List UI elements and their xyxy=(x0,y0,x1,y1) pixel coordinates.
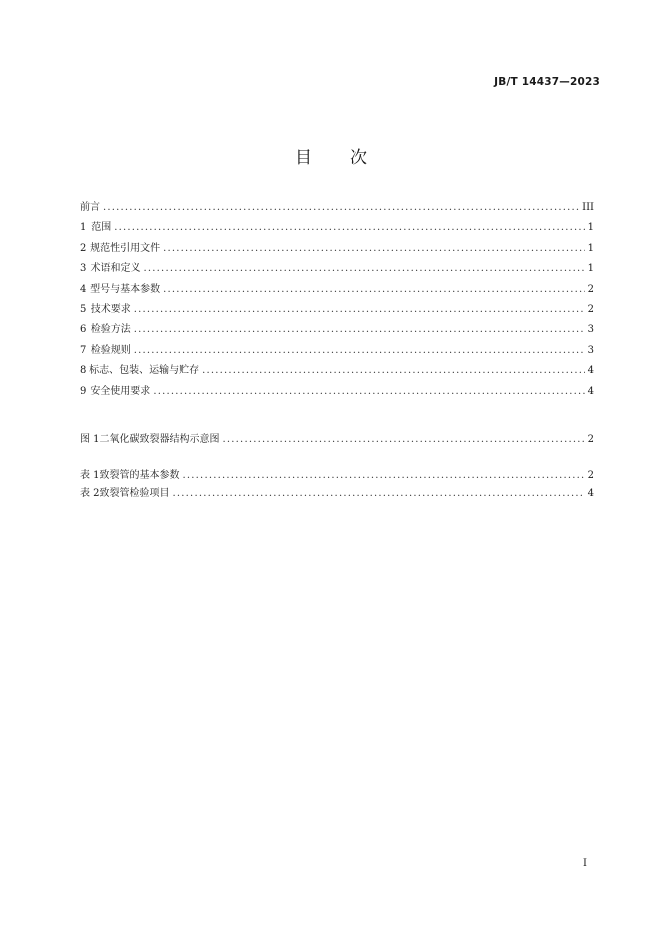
toc-leader-dots xyxy=(144,262,585,275)
toc-entry-label: 技术要求 xyxy=(90,303,131,315)
toc-table-2[interactable] xyxy=(80,487,594,505)
toc-table-1[interactable] xyxy=(80,469,594,487)
toc-entry-6[interactable] xyxy=(80,323,594,343)
toc-leader-dots xyxy=(114,221,584,234)
toc-entry-number: 4 xyxy=(80,283,87,295)
toc-table-number: 表 1 xyxy=(80,470,100,481)
toc-table-label: 致裂管的基本参数 xyxy=(99,470,180,481)
toc-entry-number: 7 xyxy=(80,344,87,356)
page-title: 目次 xyxy=(295,148,405,168)
toc-table-number: 表 2 xyxy=(80,488,100,499)
standard-code: JB/T 14437—2023 xyxy=(494,76,600,88)
toc-entry-7[interactable] xyxy=(80,344,594,364)
toc-entry-number: 3 xyxy=(80,263,87,275)
toc-entry-number: 9 xyxy=(80,385,87,397)
toc-table-page: 4 xyxy=(587,488,594,499)
toc-entry-3[interactable] xyxy=(80,262,594,282)
toc-figure-number: 图 1 xyxy=(80,434,100,445)
toc-entry-label: 型号与基本参数 xyxy=(90,283,161,295)
toc-entry-label: 安全使用要求 xyxy=(90,385,151,397)
toc-leader-dots xyxy=(223,433,585,446)
toc-entry-page: 2 xyxy=(587,283,594,295)
toc-entry-label: 规范性引用文件 xyxy=(90,242,161,254)
toc-entry-number: 8 xyxy=(80,365,87,377)
toc-tables xyxy=(80,469,594,505)
toc-leader-dots xyxy=(134,323,585,336)
toc-entry-page: 3 xyxy=(587,344,594,356)
toc-figures xyxy=(80,433,594,451)
toc-entry-page: 4 xyxy=(587,385,594,397)
toc-entry-page: III xyxy=(582,202,594,213)
toc-entry-number: 5 xyxy=(80,303,87,315)
toc-entry-5[interactable] xyxy=(80,303,594,323)
toc-chapters xyxy=(80,201,594,405)
toc-leader-dots xyxy=(103,201,579,214)
toc-entry-page: 1 xyxy=(587,263,594,275)
toc-entry-9[interactable] xyxy=(80,385,594,405)
toc-entry-4[interactable] xyxy=(80,283,594,303)
toc-entry-label: 范围 xyxy=(91,222,112,234)
toc-table-page: 2 xyxy=(587,470,594,481)
page-number: I xyxy=(583,858,587,869)
toc-leader-dots xyxy=(183,469,585,482)
toc-entry-label: 术语和定义 xyxy=(90,263,141,275)
toc-entry-label: 前言 xyxy=(80,202,100,213)
toc-leader-dots xyxy=(134,344,585,357)
toc-entry-page: 2 xyxy=(587,303,594,315)
toc-leader-dots xyxy=(163,283,585,296)
toc-entry-page: 1 xyxy=(587,222,594,234)
toc-entry-number: 1 xyxy=(80,222,87,234)
toc-leader-dots xyxy=(134,303,585,316)
toc-entry-page: 4 xyxy=(587,365,594,377)
toc-figure-page: 2 xyxy=(587,434,594,445)
toc-entry-2[interactable] xyxy=(80,242,594,262)
toc-figure-label: 二氧化碳致裂器结构示意图 xyxy=(99,434,220,445)
toc-entry-number: 2 xyxy=(80,242,87,254)
toc-entry-label: 检验规则 xyxy=(90,344,131,356)
toc-leader-dots xyxy=(173,487,585,500)
toc-entry-number: 6 xyxy=(80,324,87,336)
toc-leader-dots xyxy=(163,242,585,255)
toc-entry-page: 1 xyxy=(587,242,594,254)
toc-entry-label: 检验方法 xyxy=(90,324,131,336)
toc-table-label: 致裂管检验项目 xyxy=(99,488,170,499)
toc-leader-dots xyxy=(153,385,584,398)
toc-entry-8[interactable] xyxy=(80,364,594,384)
toc-figure-1[interactable] xyxy=(80,433,594,451)
toc-entry-foreword[interactable] xyxy=(80,201,594,221)
toc-entry-page: 3 xyxy=(587,324,594,336)
toc-entry-label: 标志、包装、运输与贮存 xyxy=(89,365,200,377)
toc-leader-dots xyxy=(202,364,584,377)
toc-entry-1[interactable] xyxy=(80,221,594,241)
